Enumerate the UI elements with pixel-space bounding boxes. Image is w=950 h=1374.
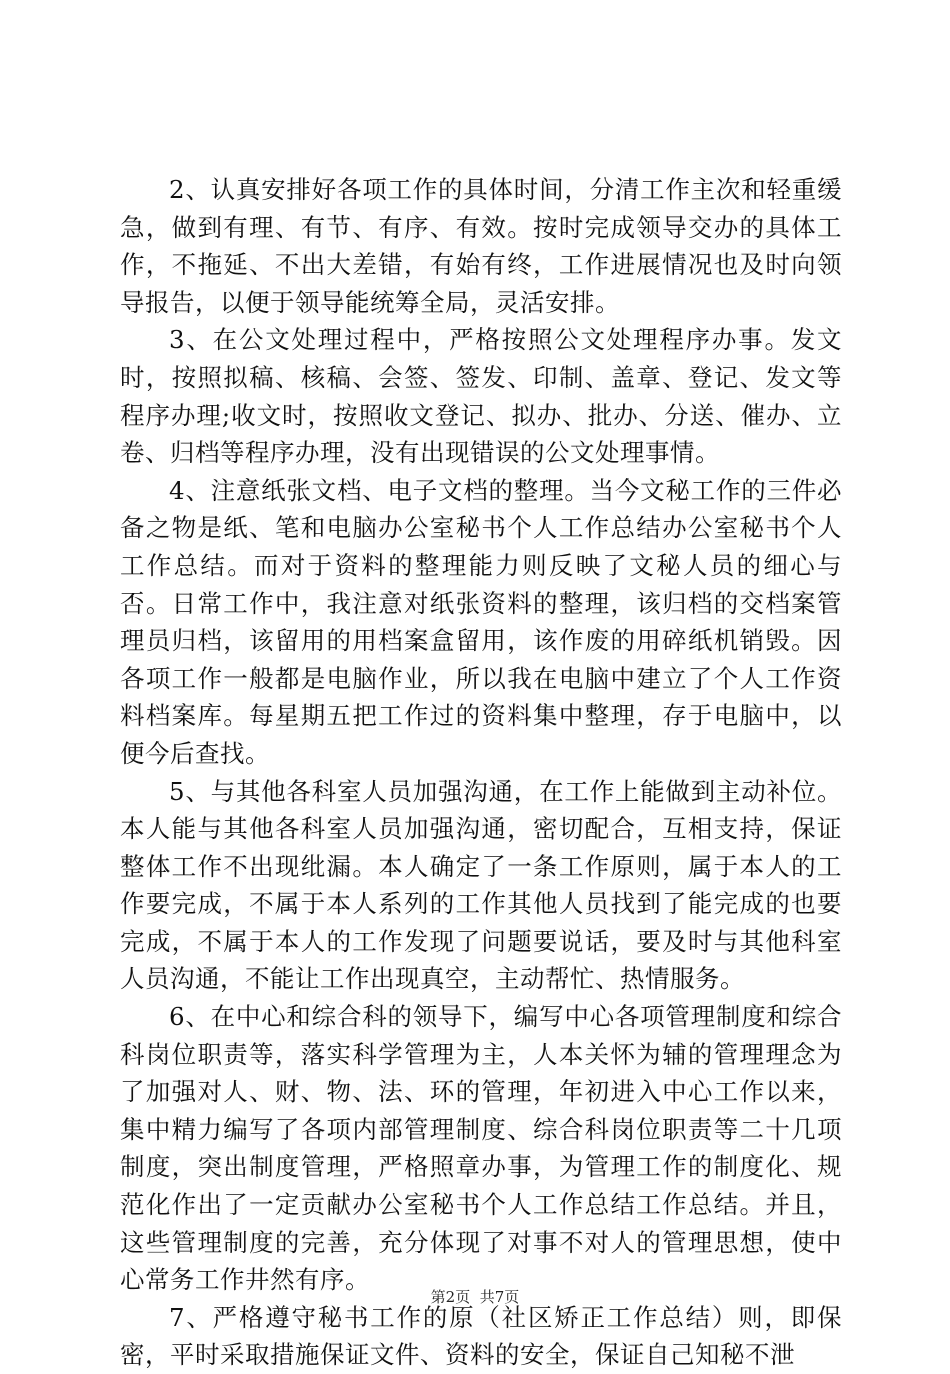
paragraph-5: 5、与其他各科室人员加强沟通，在工作上能做到主动补位。本人能与其他各科室人员加强沟通，密切配合，互相支持，保证整体工作不出现纰漏。本人确定了一条工作原则，属于本人的工作要完成，不属于本人系列的工作其他人员找到了能完成的也要完成，不属于本人的工作发现了问题要说话，要及时与其他科室人员沟通，不能让工作出现真空，主动帮忙、热情服务。 xyxy=(120,776,842,994)
paragraph-3: 3、在公文处理过程中，严格按照公文处理程序办事。发文时，按照拟稿、核稿、会签、签发、印制、盖章、登记、发文等程序办理;收文时，按照收文登记、拟办、批办、分送、催办、立卷、归档等程序办理，没有出现错误的公文处理事情。 xyxy=(120,325,842,468)
paragraph-7: 7、严格遵守秘书工作的原（社区矫正工作总结）则，即保密，平时采取措施保证文件、资料的安全，保证自己知秘不泄 xyxy=(120,1302,842,1370)
page-number: 第2页 xyxy=(430,1288,471,1306)
page-footer xyxy=(0,1287,950,1307)
paragraph-6: 6、在中心和综合科的领导下，编写中心各项管理制度和综合科岗位职责等，落实科学管理为主，人本关怀为辅的管理理念为了加强对人、财、物、法、环的管理，年初进入中心工作以来，集中精力编写了各项内部管理制度、综合科岗位职责等二十几项制度，突出制度管理，严格照章办事，为管理工作的制度化、规范化作出了一定贡献办公室秘书个人工作总结工作总结。并且，这些管理制度的完善，充分体现了对事不对人的管理思想，使中心常务工作井然有序。 xyxy=(120,1002,842,1295)
page-total: 共7页 xyxy=(479,1288,520,1306)
paragraph-2: 2、认真安排好各项工作的具体时间，分清工作主次和轻重缓急，做到有理、有节、有序、有效。按时完成领导交办的具体工作，不拖延、不出大差错，有始有终，工作进展情况也及时向领导报告，以便于领导能统筹全局，灵活安排。 xyxy=(120,175,842,317)
document-body xyxy=(120,171,842,1374)
paragraph-4: 4、注意纸张文档、电子文档的整理。当今文秘工作的三件必备之物是纸、笔和电脑办公室秘书个人工作总结办公室秘书个人工作总结。而对于资料的整理能力则反映了文秘人员的细心与否。日常工作中，我注意对纸张资料的整理，该归档的交档案管理员归档，该留用的用档案盒留用，该作废的用碎纸机销毁。因各项工作一般都是电脑作业，所以我在电脑中建立了个人工作资料档案库。每星期五把工作过的资料集中整理，存于电脑中，以便今后查找。 xyxy=(120,475,842,768)
footer-separator xyxy=(470,1288,480,1306)
